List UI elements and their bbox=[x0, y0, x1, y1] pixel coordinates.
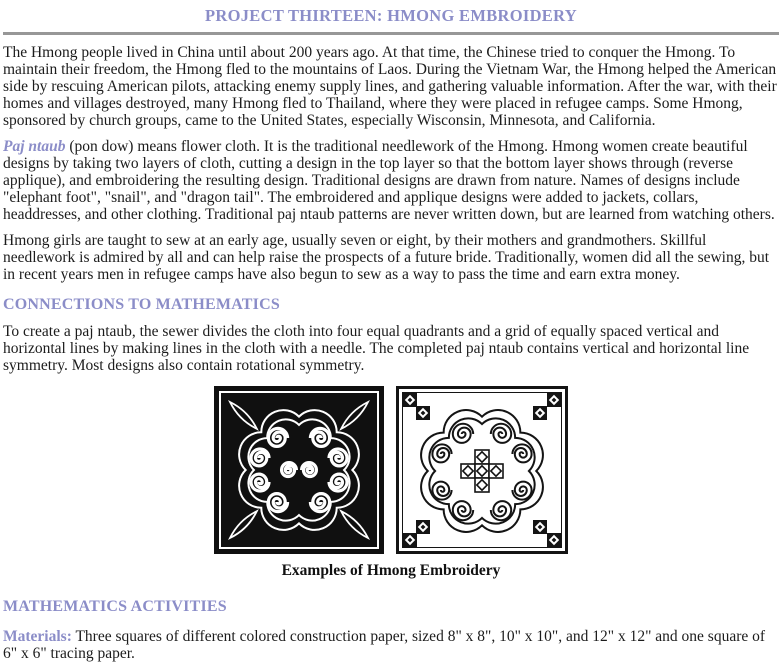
embroidery-figure bbox=[3, 386, 779, 580]
page-title: PROJECT THIRTEEN: HMONG EMBROIDERY bbox=[205, 6, 577, 25]
connections-heading: CONNECTIONS TO MATHEMATICS bbox=[3, 296, 280, 313]
embroidery-black-ground-image bbox=[214, 386, 384, 554]
materials-text: Three squares of different colored construction paper, sized 8" x 8", 10" x 10", and 12" x 12" and one square of 6" x 6" tracing paper. bbox=[3, 628, 766, 662]
figure-caption: Examples of Hmong Embroidery bbox=[281, 562, 501, 579]
figure-image-row bbox=[3, 386, 779, 554]
intro-paragraph-2-text: (pon dow) means flower cloth. It is the traditional needlework of the Hmong. Hmong women create beautiful designs by taking two layers of cloth, cutting a design in the top layer so that the bottom layer shows through (reverse applique), and embroidering the resulting design. Traditional designs are drawn from nature. Names of designs include "elephant foot", "snail", and "dragon tail". The embroidered and applique designs were added to jackets, collars, headdresses, and other clothing. Traditional paj ntaub patterns are never written down, but are learned from watching others. bbox=[3, 138, 775, 223]
embroidery-white-ground-image bbox=[396, 386, 568, 554]
materials-label: Materials: bbox=[3, 628, 72, 645]
intro-paragraph-2 bbox=[3, 138, 779, 223]
connections-paragraph: To create a paj ntaub, the sewer divides the cloth into four equal quadrants and a grid of equally spaced vertical and horizontal lines by making lines in the cloth with a needle. The completed paj ntaub contains vertical and horizontal line symmetry. Most designs also contain rotational symmetry. bbox=[3, 323, 750, 374]
intro-paragraph-3: Hmong girls are taught to sew at an early age, usually seven or eight, by their mothers and grandmothers. Skillful needlework is admired by all and can help raise the prospects of a future bride. Traditionally, women did all the sewing, but in recent years men in refugee camps have also begun to sew as a way to pass the time and earn extra money. bbox=[3, 232, 770, 283]
paj-ntaub-term: Paj ntaub bbox=[3, 138, 66, 155]
horizontal-rule bbox=[3, 32, 779, 35]
materials-paragraph bbox=[3, 628, 779, 662]
intro-paragraph-1: The Hmong people lived in China until about 200 years ago. At that time, the Chinese tried to conquer the Hmong. To maintain their freedom, the Hmong fled to the mountains of Laos. During the Vietnam War, the Hmong helped the American side by rescuing American pilots, attacking enemy supply lines, and gathering valuable information. After the war, with their homes and villages destroyed, many Hmong fled to Thailand, where they were placed in refugee camps. Some Hmong, sponsored by church groups, came to the United States, especially Wisconsin, Minnesota, and California. bbox=[3, 44, 777, 129]
activities-heading: MATHEMATICS ACTIVITIES bbox=[3, 598, 227, 615]
